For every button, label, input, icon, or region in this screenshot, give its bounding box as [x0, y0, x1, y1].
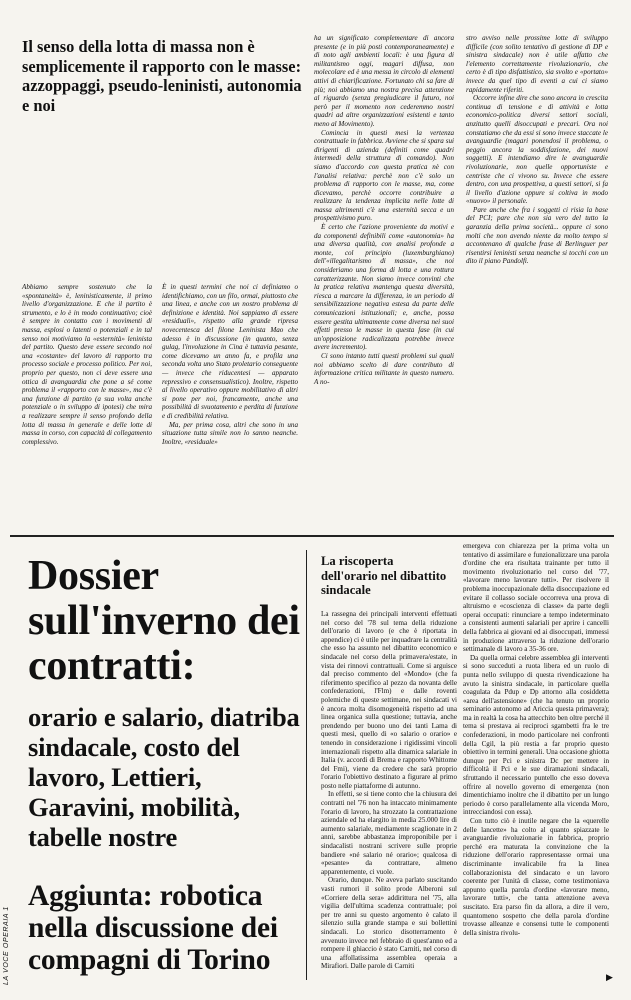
dossier-subtitle: orario e salario, diatriba sindacale, costo del lavoro, Lettieri, Garavini, mobilità, tabelle nostre	[28, 702, 300, 852]
section-divider	[10, 535, 614, 537]
right-article-col1: La rassegna dei principali interventi effettuati nel corso del '78 sul tema della riduzione dell'orario di lavoro (e che è riportata in appendice) ci è utile per inquadrare la centralità che esso ha assunto nel dibattito economico e sindacale nel corso della primavera/estate, in vista dei rinnovi contrattuali. Come si arguisce dal preciso commento del «Mondo» (che fa riferimento specifico al pezzo da novanta delle confederazioni, l'Flm) e dalle roventi polemiche di queste settimane, nei sindacati vi è ancora molta disomogeneità rispetto ad una linea organica sulla questione; tuttavia, anche prendendo per buono uno dei tanti Lama di questi mesi, quello di «o salario o orario» e tenendo in considerazione i rigidissimi vincoli internazionali rispetto alla dinamica salariale in Italia (v. accordi di Brema e rapporto Whittome del Fmi), viene da credere che sarà proprio l'orario l'obiettivo destinato a figurare al primo posto nelle piattaforme di autunno. In effetti, se si tiene conto che la chiusura dei contratti nel '76 non ha intaccato minimamente l'orario di lavoro, ha strozzato la contrattazione aziendale ed ha elargito in media 25.000 lire di aumento salariale, mediamente scaglionate in 2 anni, sarebbe abbastanza improponibile per i sindacalisti nostrani scrivere sulle proprie bandiere «né salario né orario»; qualcosa di «pesante» da contrattare, almeno apparentemente, ci vuole. Orario, dunque. Ne aveva parlato suscitando vasti rumori il solito prode Alberoni sul «Corriere della sera» addirittura nel '75, alla vigilia dell'ultima scadenza contrattuale; poi per tre anni su questo argomento è calato il silenzio sulla grande stampa e sui bollettini sindacali. Lo storico disotterramento è avvenuto invece nel febbraio di quest'anno ed a rompere il ghiaccio è stato Carniti, nel corso di una affollatissima assemblea operaia a Mirafiori. Dalle parole di Carniti	[321, 610, 457, 971]
top-article-col2: È in questi termini che noi ci definiamo o identifichiamo, con un filo, ormai, piuttosto che una linea, e anche con un nostro problema di definizione e identità. Noi sappiamo di essere «residuali», rispetto alla grande ripresa novecentesca del filone Leninista Mao che adesso è in discussione (in quanto, senza gulag, l'involuzione in Cina è tuttavia pesante, come dicevamo un anno fa, e profila una seconda volta uno Stato proletario conseguente — invece che riducentesi — apparato repressivo e consensualistico). Inoltre, rispetto al livello operativo oppure mobilitativo di altri si pone per noi, francamente, anche una possibilità di svuotamento e perdita di funzione e di credibilità relativa. Ma, per prima cosa, altri che sono in una situazione tutta simile non lo sanno neanche. Inoltre, «residuale»	[162, 283, 298, 446]
top-article-col4: stro avviso nelle prossime lotte di sviluppo difficile (con solito tentativo di gestione di DP e sinistra sindacale) non è utile affatto che l'elemento correttamente rivoluzionario, che certo è di tipo disfattistico, sia svolto e «portato» invece da quel tipo di eventi a cui ci siamo rapidamente riferiti. Occorre infine dire che sono ancora in crescita continua di tensione e di attività e lotta economico-politica diversi settori sociali, anzitutto quelli disoccupati e precari. Ora noi constatiamo che da essi si sono invece staccate le avanguardie (magari ponendosi il problema, o peggio ancora la soddisfazione, dei nuovi soggetti). E intendiamo dire le avanguardie rivoluzionarie, non quelle opportuniste e centriste che ci vivono su. Invece che essere dentro, con una prospettiva, a questi settori, si fa il livello d'azione oppure si coltiva in modo «nuovo» il personale. Pare anche che fra i soggetti ci risia la base del PCI; pare che non sia vero del tutto la garanzia della prima società... oppure ci sono molti che non avendo niente da molto tempo si accontenano di qualche frase di Berlinguer per risentirsi leninisti senza neanche si tocchi con un dito il piano Pandolfi.	[466, 34, 608, 266]
top-article-col1: Abbiamo sempre sostenuto che la «spontaneità» è, leninisticamente, il primo livello d'organizzazione. E che il partito è strumento, e lo è in modo continuativo; cioè è sempre in contatto con i movimenti di massa, esplosi o latenti o potenziali e in tal senso noi motiviamo la «esternità» leninista del partito. Questo deve essere secondo noi una «costante» del lavoro di rapporto tra processo sociale e processo politico. Per noi, proprio per questo, non ci deve essere una ottica di avanguardia che pone a sé come problema il «rapporto con le masse», ma c'è una funzione di partito (a sua volta anche potenziale o in sviluppo di ipotesi) che mira a realizzare sempre il senso profondo della lotta di massa in generale e delle lotte di massa in corso, con capacità di collegamento complessivo.	[22, 283, 152, 446]
right-article-headline: La riscoperta dell'orario nel dibattito sindacale	[321, 554, 447, 598]
dossier-title: Dossier sull'inverno dei contratti:	[28, 553, 300, 689]
continue-arrow-icon: ▶	[606, 972, 613, 982]
publication-side-label: LA VOCE OPERAIA 1	[3, 906, 10, 985]
top-article-headline: Il senso della lotta di massa non è semplicemente il rapporto con le masse: azzoppaggi, pseudo-leninisti, autonomia e noi	[22, 37, 302, 115]
dossier-addendum: Aggiunta: robotica nella discussione dei compagni di Torino	[28, 880, 278, 976]
top-article-col3: ha un significato complementare di ancora presente (e in più posti contemporaneamente) e di noto agli ambienti locali: è una figura di militantismo oggi, magari diffusa, non molecolare ed è una messa in circolo di elementi attivi di chiarificazione. Fortunato chi sa fare di più; noi abbiamo una nostra precisa attenzione al riguardo (senza pregiudicare il futuro, noi però per il momento non cederemmo nostri quadri ad altre organizzazioni esistenti e tanto meno al Movimento). Comincia in questi mesi la vertenza contrattuale in fabbrica. Avviene che si spara sui dirigenti di azienda (definiti come quadri intermedi della struttura di comando). Non siamo d'accordo con questa pratica nè con l'analisi relativa: perchè non c'è solo un problema di rapporto con le masse, ma, come dicevamo, perchè occorre contribuire a realizzare la tendenza implicita nelle lotte di massa altrimenti c'è una esternità secca e un prospettivismo puro. È certo che l'azione proveniente da motivi e da componenti definibili come «autonomia» ha una diversa qualità, con analisi profonde a monte, col principio (luxemburghiano) dell'«illegalitarismo di massa», che noi consideriamo una forma di lotta e una rottura caratterizzante. Non siamo invece convinti che la pratica relativa mantenga questa diversità, riesca a marcare la differenza, in un periodo di sensibilizzazione negativa estesa da parte delle comunicazioni istituzionali; e, anche, possa essere gestita ultimamente come diversa nei suoi effetti presso le masse in questa fase (in cui un'opposizione radicalizzata potrebbe invece avere incremento). Ci sono intanto tutti questi problemi sui quali noi abbiamo scelto di dare contributo di informazione critica militante in questo numero. A no-	[314, 34, 454, 386]
right-article-col2: emergeva con chiarezza per la prima volta un tentativo di assimilare e funzionalizzare una parola d'ordine che era risultata trainante per tutto il movimento rivoluzionario nel corso del '77, «lavorare meno lavorare tutti». Per risolvere il problema inoccupazionale della disoccupazione ed evitare il collasso sociale occorreva una prova di altruismo e «coscienza di classe» da parte degli operai occupati: rinunciare a tempo indeterminato a consistenti aumenti salariali per aprire i cancelli della fabbrica ai giovani ed ai disoccupati, immessi in produzione attraverso la riduzione dell'orario settimanale di lavoro a 35-36 ore. Da quella ormai celebre assemblea gli interventi si sono succeduti a ruota libera ed un ruolo di punta nello sviluppo di questa rivendicazione ha avuto la sinistra sindacale, in particolare quella coagulata da Pdup e Dp attorno alla cosiddetta «area dell'astensione» (che ha tenuto un proprio seminario autonomo ad Ariccia questa primavera); ma in realtà la cosa ha attecchito ben oltre perché il tema si prestava ai reciproci sgambetti fra le tre confederazioni, in modo particolare nei confronti della Cgil, la più restia a far proprio questo obiettivo in termini generali. Una occasione ghiotta dunque per Pci e sinistra Dc per mettere in difficoltà il Pci e le sue diramazioni sindacali, sfruttando il necessario puntello che esso doveva offrire al novello governo di emergenza (non dimentichiamo inoltre che il dibattito per un lungo periodo è corso parallelamente alla vicenda Moro, intrecciandosi con essa). Con tutto ciò è inutile negare che la «querelle delle lancette» ha colto al quanto spiazzate le avanguardie rivoluzionarie in fabbrica, proprio perché era maturata la convinzione che la riduzione dell'orario rappresentasse ormai una discriminante invalicabile fra la linea collaborazionista del sindacato e un lavoro coerente per l'unità di classe, come testimoniava appunto quella parola d'ordine «lavorare meno, lavorare tutti», che tanta attenzione aveva suscitato. Era parso fin da allora, a dire il vero, quantomeno sospetto che della parola d'ordine trovasse alleanze e consensi tutte le componenti della sinistra rivolu-	[463, 542, 609, 937]
